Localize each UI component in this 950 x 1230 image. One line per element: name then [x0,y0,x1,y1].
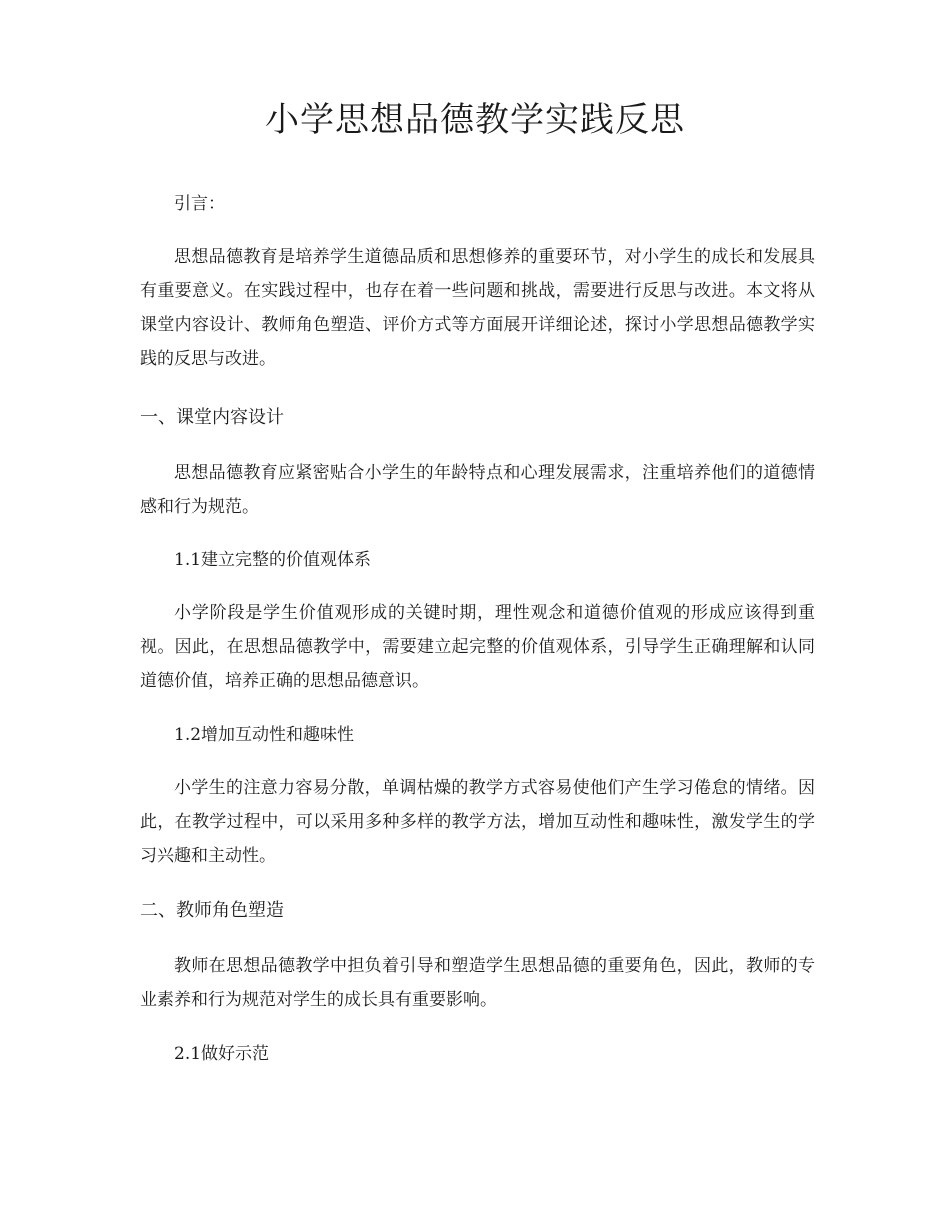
section-2-paragraph: 教师在思想品德教学中担负着引导和塑造学生思想品德的重要角色，因此，教师的专业素养和行为规范对学生的成长具有重要影响。 [140,956,815,1010]
subsection-1-1-heading: 1.1建立完整的价值观体系 [174,550,372,570]
section-2-heading: 二、教师角色塑造 [140,900,284,921]
subsection-1-2-paragraph: 小学生的注意力容易分散，单调枯燥的教学方式容易使他们产生学习倦怠的情绪。因此，在教学过程中，可以采用多种多样的教学方法，增加互动性和趣味性，激发学生的学习兴趣和主动性。 [140,778,815,866]
intro-paragraph: 思想品德教育是培养学生道德品质和思想修养的重要环节，对小学生的成长和发展具有重要意义。在实践过程中，也存在着一些问题和挑战，需要进行反思与改进。本文将从课堂内容设计、教师角色塑造、评价方式等方面展开详细论述，探讨小学思想品德教学实践的反思与改进。 [140,247,815,369]
intro-label: 引言： [174,194,225,214]
subsection-2-1-heading: 2.1做好示范 [174,1044,270,1064]
subsection-1-2-heading: 1.2增加互动性和趣味性 [174,725,355,745]
section-1-paragraph: 思想品德教育应紧密贴合小学生的年龄特点和心理发展需求，注重培养他们的道德情感和行为规范。 [140,463,815,517]
section-1-heading: 一、课堂内容设计 [140,407,284,428]
document-title: 小学思想品德教学实践反思 [265,100,685,140]
subsection-1-1-paragraph: 小学阶段是学生价值观形成的关键时期，理性观念和道德价值观的形成应该得到重视。因此，在思想品德教学中，需要建立起完整的价值观体系，引导学生正确理解和认同道德价值，培养正确的思想品德意识。 [140,603,815,691]
